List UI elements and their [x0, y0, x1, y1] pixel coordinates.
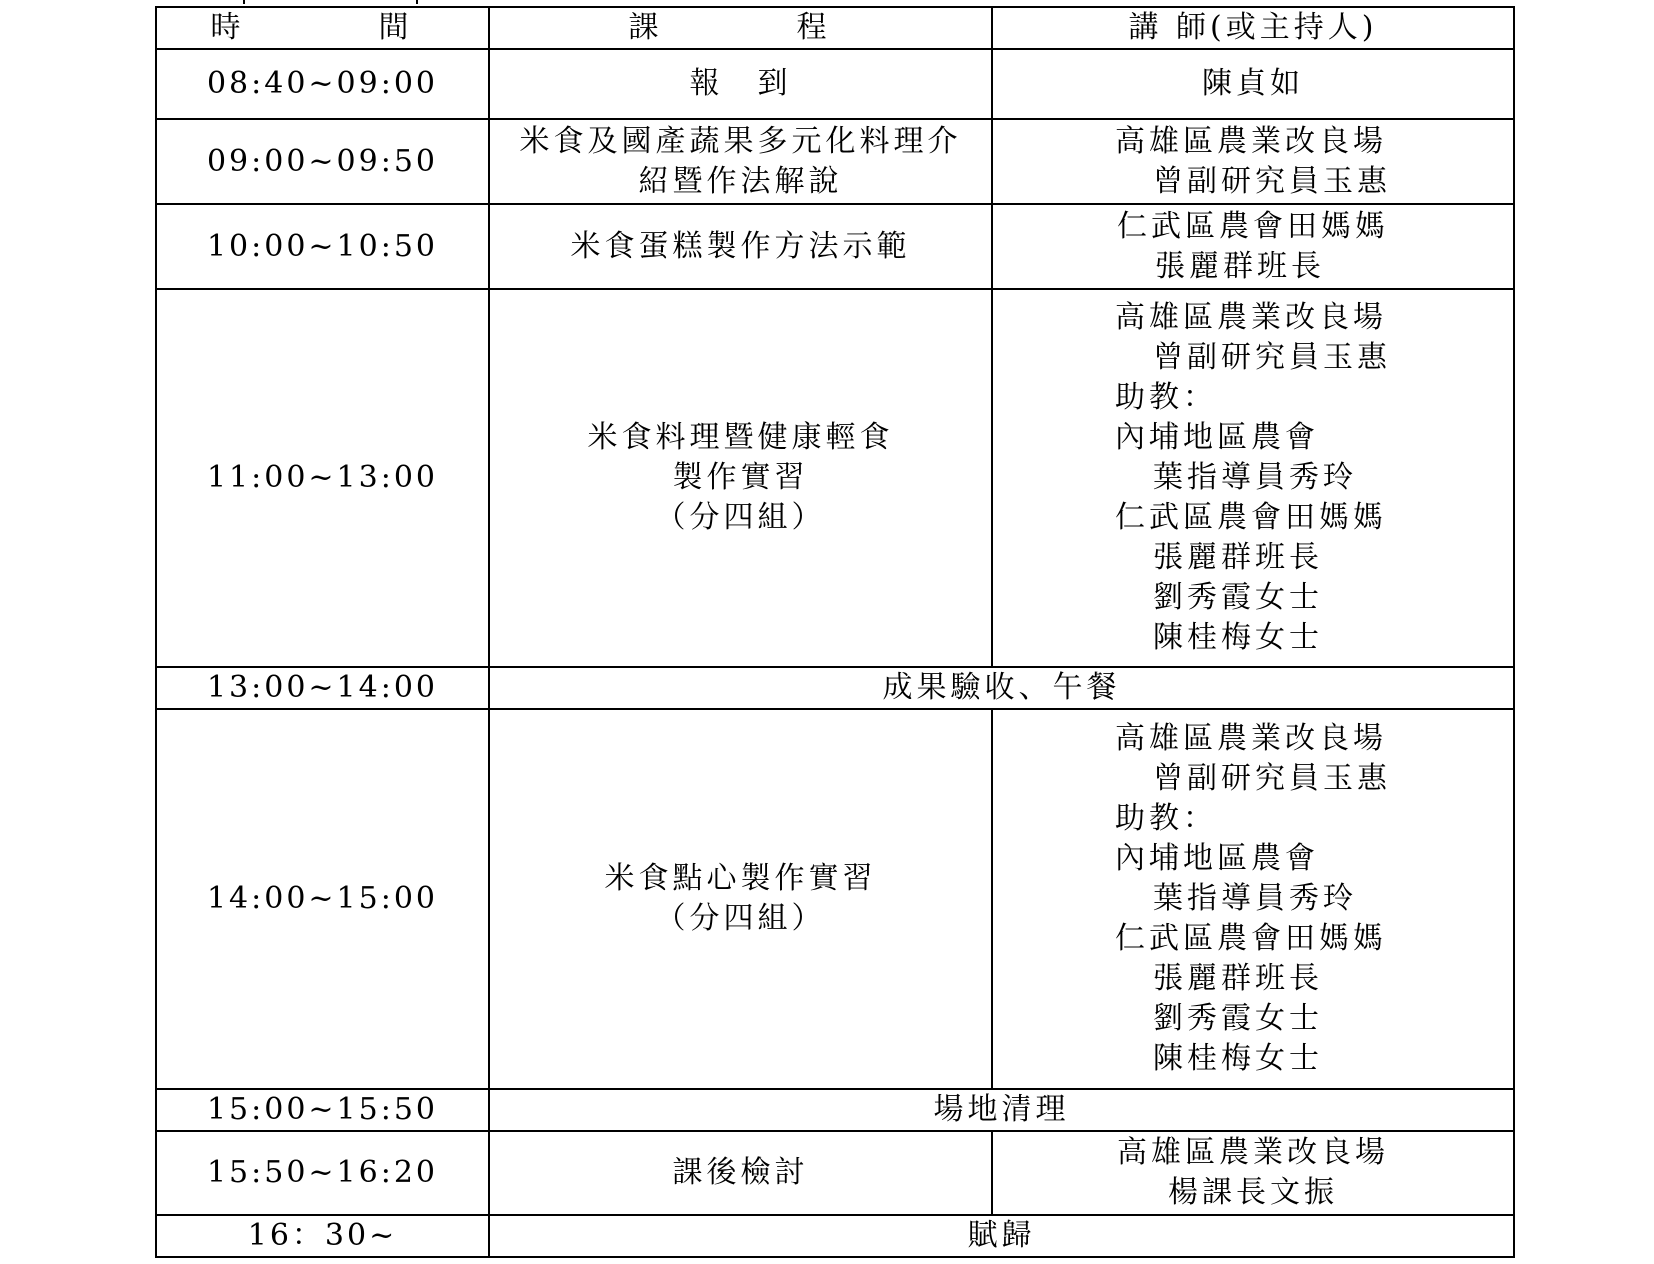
time-cell: 13:00~14:00: [156, 667, 489, 709]
instructor-line: 劉秀霞女士: [1153, 580, 1323, 615]
instructor-cell: [992, 709, 1514, 1089]
instructor-line: 高雄區農業改良場: [1115, 721, 1387, 756]
course-line: 課後檢討: [672, 1155, 809, 1190]
instructor-line: 曾副研究員玉惠: [1153, 761, 1391, 796]
header-instructor: 講 師(或主持人): [992, 7, 1514, 49]
course-cell: [489, 49, 992, 119]
time-cell: 11:00~13:00: [156, 289, 489, 667]
course-line: 米食料理暨健康輕食: [587, 420, 894, 455]
instructor-cell: [992, 289, 1514, 667]
course-cell: [489, 1131, 992, 1215]
instructor-line: 仁武區農會田媽媽: [1115, 500, 1387, 535]
instructor-line: 葉指導員秀玲: [1153, 881, 1357, 916]
table-row: [156, 204, 1514, 289]
table-row: [156, 1089, 1514, 1131]
course-line: （分四組）: [655, 901, 826, 936]
instructor-line: 葉指導員秀玲: [1153, 460, 1357, 495]
table-row: [156, 667, 1514, 709]
instructor-line: 助教：: [1115, 380, 1217, 415]
table-row: [156, 1215, 1514, 1257]
header-course: 課 程: [489, 7, 992, 49]
instructor-line: 劉秀霞女士: [1153, 1001, 1323, 1036]
instructor-line: 楊課長文振: [1168, 1175, 1338, 1210]
instructor-line: 高雄區農業改良場: [1115, 300, 1387, 335]
header-time: 時 間: [156, 7, 489, 49]
course-cell: [489, 289, 992, 667]
time-cell: 15:50~16:20: [156, 1131, 489, 1215]
time-cell: 08:40~09:00: [156, 49, 489, 119]
instructor-line: 張麗群班長: [1153, 540, 1323, 575]
course-line: 米食點心製作實習: [604, 861, 877, 896]
instructor-line: 陳貞如: [1202, 66, 1304, 101]
header-row: [156, 7, 1514, 49]
instructor-line: 陳桂梅女士: [1153, 1041, 1323, 1076]
time-cell: 15:00~15:50: [156, 1089, 489, 1131]
time-cell: 16：30~: [156, 1215, 489, 1257]
instructor-line: 張麗群班長: [1153, 961, 1323, 996]
instructor-line: 助教：: [1115, 801, 1217, 836]
instructor-line: 高雄區農業改良場: [1115, 123, 1387, 159]
table-row: [156, 709, 1514, 1089]
merged-cell: 賦歸: [489, 1215, 1514, 1257]
instructor-cell: [992, 49, 1514, 119]
top-edge-mark: [243, 0, 418, 4]
table-row: [156, 1131, 1514, 1215]
course-line: （分四組）: [655, 500, 826, 535]
schedule-table: [155, 6, 1515, 1258]
instructor-line: 高雄區農業改良場: [1117, 1135, 1389, 1170]
instructor-line: 仁武區農會田媽媽: [1115, 921, 1387, 956]
table-row: [156, 289, 1514, 667]
course-line: 紹暨作法解說: [638, 163, 843, 199]
merged-cell: 場地清理: [489, 1089, 1514, 1131]
course-cell: [489, 204, 992, 289]
course-cell: [489, 709, 992, 1089]
instructor-line: 曾副研究員玉惠: [1153, 340, 1391, 375]
instructor-line: 陳桂梅女士: [1153, 620, 1323, 655]
merged-cell: 成果驗收、午餐: [489, 667, 1514, 709]
instructor-line: 內埔地區農會: [1115, 841, 1319, 876]
instructor-line: 張麗群班長: [1155, 248, 1325, 284]
instructor-line: 仁武區農會田媽媽: [1117, 208, 1389, 244]
table-row: [156, 49, 1514, 119]
course-line: 米食蛋糕製作方法示範: [570, 228, 911, 264]
instructor-cell: [992, 119, 1514, 204]
course-cell: [489, 119, 992, 204]
time-cell: 10:00~10:50: [156, 204, 489, 289]
table-row: [156, 119, 1514, 204]
time-cell: 09:00~09:50: [156, 119, 489, 204]
instructor-line: 內埔地區農會: [1115, 420, 1319, 455]
instructor-line: 曾副研究員玉惠: [1153, 163, 1391, 199]
instructor-cell: [992, 1131, 1514, 1215]
course-line: 報 到: [689, 66, 792, 101]
course-line: 米食及國產蔬果多元化料理介: [519, 123, 962, 159]
course-line: 製作實習: [672, 460, 809, 495]
time-cell: 14:00~15:00: [156, 709, 489, 1089]
instructor-cell: [992, 204, 1514, 289]
